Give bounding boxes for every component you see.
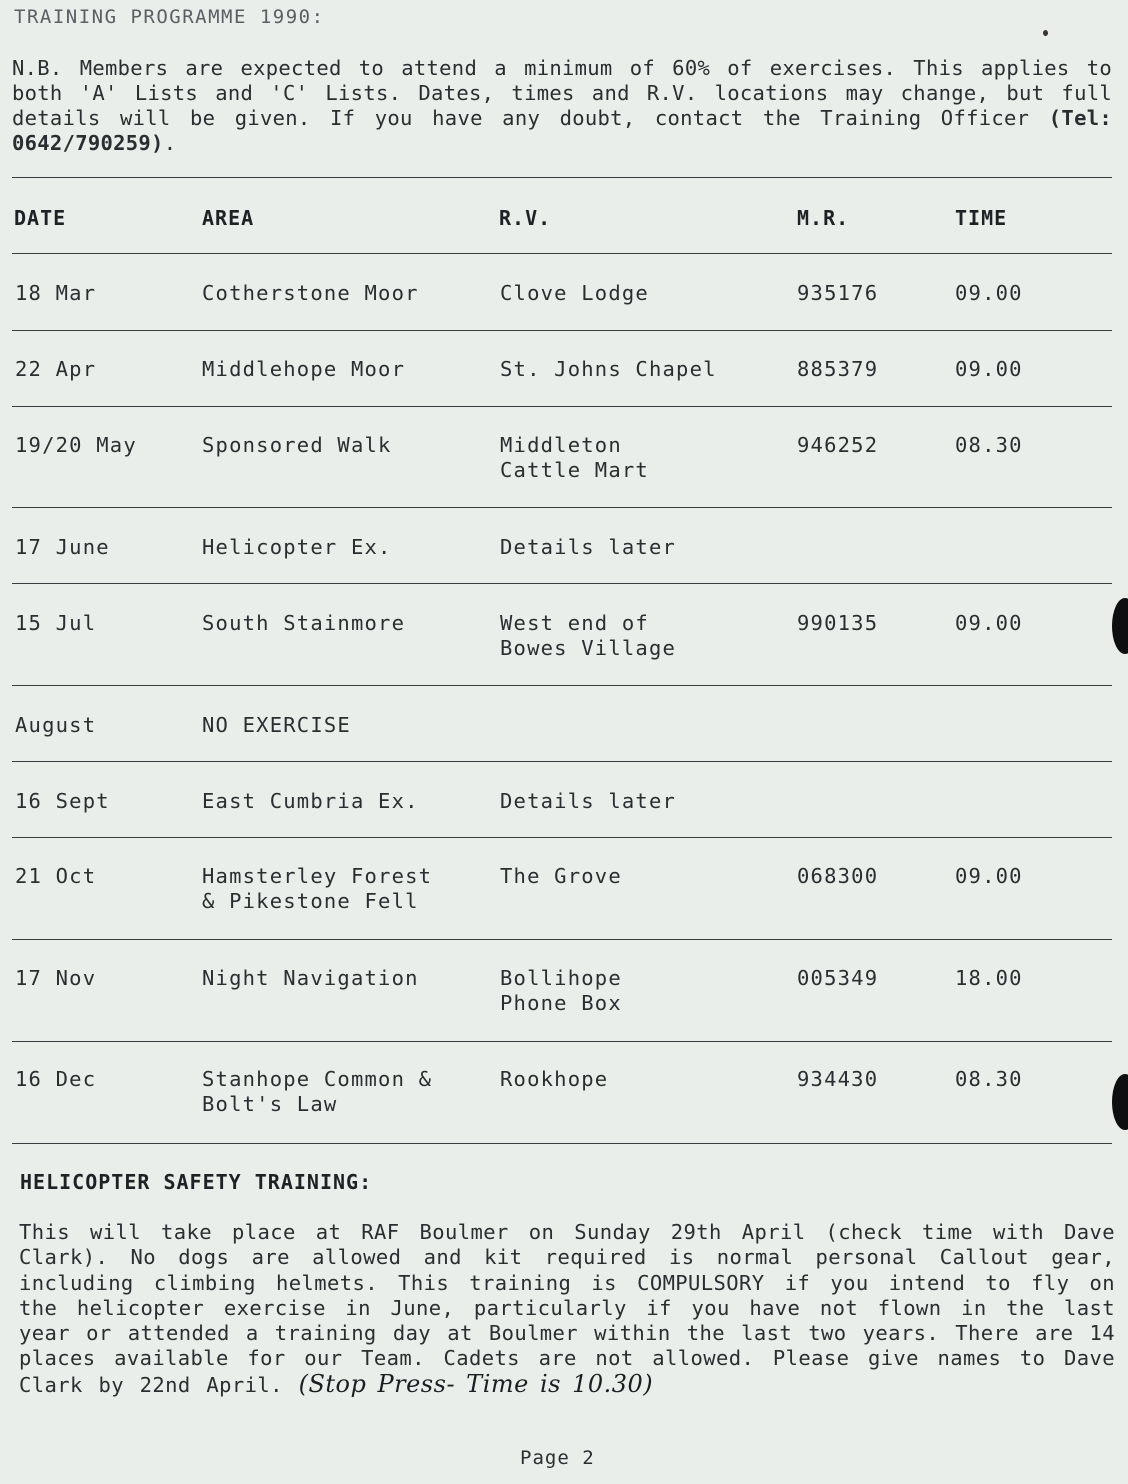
- row-date: 15 Jul: [15, 611, 97, 635]
- row-rv: The Grove: [500, 864, 622, 888]
- row-time: 08.30: [955, 1067, 1023, 1091]
- row-area: Helicopter Ex.: [202, 535, 392, 559]
- punch-hole: [1112, 598, 1128, 654]
- row-rv: Details later: [500, 535, 677, 559]
- punch-hole: [1112, 1074, 1128, 1130]
- row-time: 09.00: [955, 864, 1023, 888]
- row-date: 17 Nov: [15, 966, 97, 990]
- row-rv: St. Johns Chapel: [500, 357, 717, 381]
- row-mr: 885379: [797, 357, 879, 381]
- table-top-rule: [12, 177, 1112, 178]
- row-area: Middlehope Moor: [202, 357, 406, 381]
- document-title: TRAINING PROGRAMME 1990:: [14, 6, 325, 28]
- row-rule: [12, 837, 1112, 838]
- row-mr: 005349: [797, 966, 879, 990]
- header-area: AREA: [202, 206, 255, 230]
- row-area: Hamsterley Forest & Pikestone Fell: [202, 864, 433, 913]
- row-area: East Cumbria Ex.: [202, 789, 419, 813]
- attendance-note-end: .: [163, 131, 177, 155]
- table-bottom-rule: [12, 1143, 1112, 1144]
- row-area: NO EXERCISE: [202, 713, 351, 737]
- paper-speck: [1043, 30, 1048, 36]
- row-rule: [12, 507, 1112, 508]
- row-rv: Rookhope: [500, 1067, 609, 1091]
- page-number: Page 2: [520, 1447, 595, 1469]
- row-rule: [12, 1041, 1112, 1042]
- attendance-note: [12, 56, 1112, 156]
- row-rule: [12, 761, 1112, 762]
- row-time: 09.00: [955, 281, 1023, 305]
- header-mr: M.R.: [797, 206, 850, 230]
- row-mr: 934430: [797, 1067, 879, 1091]
- row-date: 21 Oct: [15, 864, 97, 888]
- row-date: 22 Apr: [15, 357, 97, 381]
- header-rv: R.V.: [499, 206, 552, 230]
- helicopter-body-text: This will take place at RAF Boulmer on Sunday 29th April (check time with Dave Clark). No dogs are allowed and kit required is normal personal Callout gear, including climbing helmets. This training is COMPULSORY if you intend to fly on the helicopter exercise in June, particularly if you have not flown in the last year or attended a training day at Boulmer within the last two years. There are 14 places available for our Team. Cadets are not allowed. Please give names to Dave Clark by 22nd April.: [19, 1220, 1115, 1397]
- row-mr: 935176: [797, 281, 879, 305]
- row-area: Sponsored Walk: [202, 433, 392, 457]
- row-area: Stanhope Common & Bolt's Law: [202, 1067, 433, 1116]
- row-rv: Details later: [500, 789, 677, 813]
- row-mr: 990135: [797, 611, 879, 635]
- row-rv: West end of Bowes Village: [500, 611, 677, 660]
- row-mr: 068300: [797, 864, 879, 888]
- row-date: 16 Dec: [15, 1067, 97, 1091]
- row-rv: Clove Lodge: [500, 281, 649, 305]
- header-time: TIME: [955, 206, 1008, 230]
- row-rv: Bollihope Phone Box: [500, 966, 622, 1015]
- row-time: 08.30: [955, 433, 1023, 457]
- row-mr: 946252: [797, 433, 879, 457]
- row-date: 19/20 May: [15, 433, 137, 457]
- row-time: 18.00: [955, 966, 1023, 990]
- training-officer-phone: (Tel: 0642/790259): [12, 106, 1112, 155]
- row-time: 09.00: [955, 357, 1023, 381]
- row-date: August: [15, 713, 97, 737]
- helicopter-heading: HELICOPTER SAFETY TRAINING:: [20, 1170, 373, 1194]
- row-time: 09.00: [955, 611, 1023, 635]
- helicopter-body: [19, 1220, 1115, 1398]
- row-date: 17 June: [15, 535, 110, 559]
- row-area: Cotherstone Moor: [202, 281, 419, 305]
- row-rule: [12, 685, 1112, 686]
- row-area: Night Navigation: [202, 966, 419, 990]
- row-rv: Middleton Cattle Mart: [500, 433, 649, 482]
- handwritten-note: (Stop Press- Time is 10.30): [298, 1369, 654, 1398]
- attendance-note-text: N.B. Members are expected to attend a minimum of 60% of exercises. This applies to both 'A' Lists and 'C' Lists. Dates, times and R.V. locations may change, but full details will be given. If you have any doubt, contact the Training Officer: [12, 56, 1112, 130]
- row-rule: [12, 939, 1112, 940]
- header-bottom-rule: [12, 253, 1112, 254]
- row-date: 16 Sept: [15, 789, 110, 813]
- header-date: DATE: [14, 206, 67, 230]
- row-date: 18 Mar: [15, 281, 97, 305]
- row-rule: [12, 583, 1112, 584]
- row-area: South Stainmore: [202, 611, 406, 635]
- row-rule: [12, 330, 1112, 331]
- row-rule: [12, 406, 1112, 407]
